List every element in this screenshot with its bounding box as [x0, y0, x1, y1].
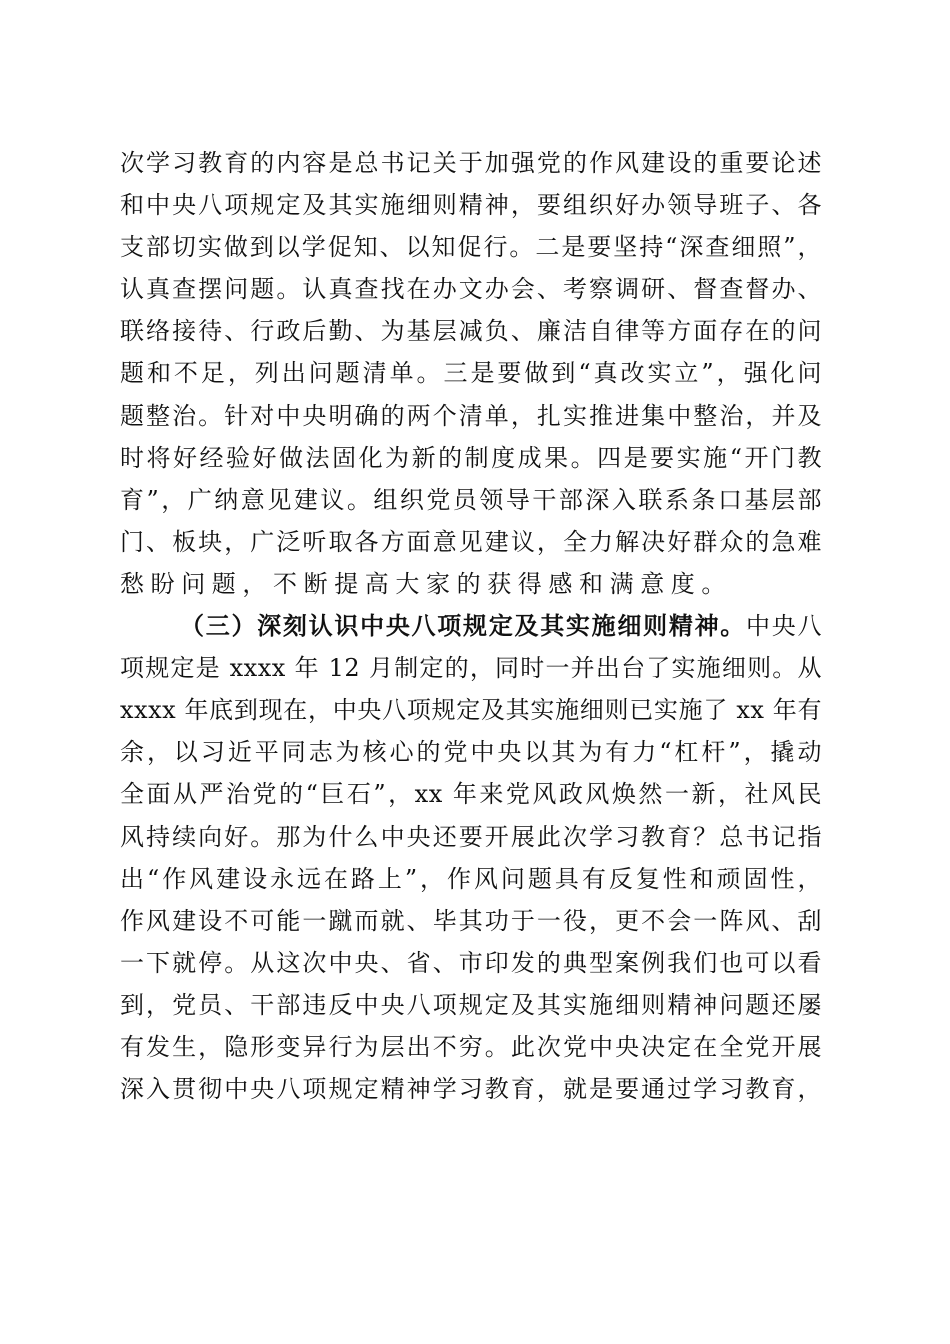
text-line: 有发生，隐形变异行为层出不穷。此次党中央决定在全党开展 — [120, 1032, 822, 1061]
text-line: 全面从严治党的“巨石”，xx 年来党风政风焕然一新，社风民 — [120, 780, 822, 809]
paragraph-section-three — [120, 605, 822, 1110]
text-line: 题整治。针对中央明确的两个清单，扎实推进集中整治，并及 — [120, 401, 822, 430]
section-heading-line — [120, 605, 822, 647]
text-line: 余，以习近平同志为核心的党中央以其为有力“杠杆”，撬动 — [120, 738, 822, 767]
text-line: 到，党员、干部违反中央八项规定及其实施细则精神问题还屡 — [120, 990, 822, 1019]
text-line: 认真查摆问题。认真查找在办文办会、考察调研、督查督办、 — [120, 275, 822, 304]
text-line: 风持续向好。那为什么中央还要开展此次学习教育？总书记指 — [120, 822, 822, 851]
text-line: 育”，广纳意见建议。组织党员领导干部深入联系条口基层部 — [120, 485, 822, 514]
text-line: 作风建设不可能一蹴而就、毕其功于一役，更不会一阵风、刮 — [120, 906, 822, 935]
text-line: 和中央八项规定及其实施细则精神，要组织好办领导班子、各 — [120, 191, 822, 220]
text-line: 项规定是 xxxx 年 12 月制定的，同时一并出台了实施细则。从 — [120, 654, 822, 683]
text-line: 深入贯彻中央八项规定精神学习教育，就是要通过学习教育， — [120, 1075, 822, 1104]
document-body — [120, 142, 822, 1110]
paragraph-study-education — [120, 142, 822, 605]
text-line: xxxx 年底到现在，中央八项规定及其实施细则已实施了 xx 年有 — [120, 696, 822, 725]
text-line: 时将好经验好做法固化为新的制度成果。四是要实施“开门教 — [120, 443, 822, 472]
text-line: 一下就停。从这次中央、省、市印发的典型案例我们也可以看 — [120, 948, 822, 977]
text-line: 愁盼问题，不断提高大家的获得感和满意度。 — [120, 569, 732, 598]
text-line: 门、板块，广泛听取各方面意见建议，全力解决好群众的急难 — [120, 527, 822, 556]
section-heading: （三）深刻认识中央八项规定及其实施细则精神。 — [180, 611, 747, 641]
text-line: 出“作风建设永远在路上”，作风问题具有反复性和顽固性， — [120, 864, 822, 893]
text-fragment: 中央八 — [746, 612, 823, 641]
text-line: 题和不足，列出问题清单。三是要做到“真改实立”，强化问 — [120, 359, 822, 388]
text-line: 次学习教育的内容是总书记关于加强党的作风建设的重要论述 — [120, 149, 822, 177]
text-line: 支部切实做到以学促知、以知促行。二是要坚持“深查细照”， — [120, 233, 822, 262]
text-line: 联络接待、行政后勤、为基层减负、廉洁自律等方面存在的问 — [120, 317, 822, 346]
